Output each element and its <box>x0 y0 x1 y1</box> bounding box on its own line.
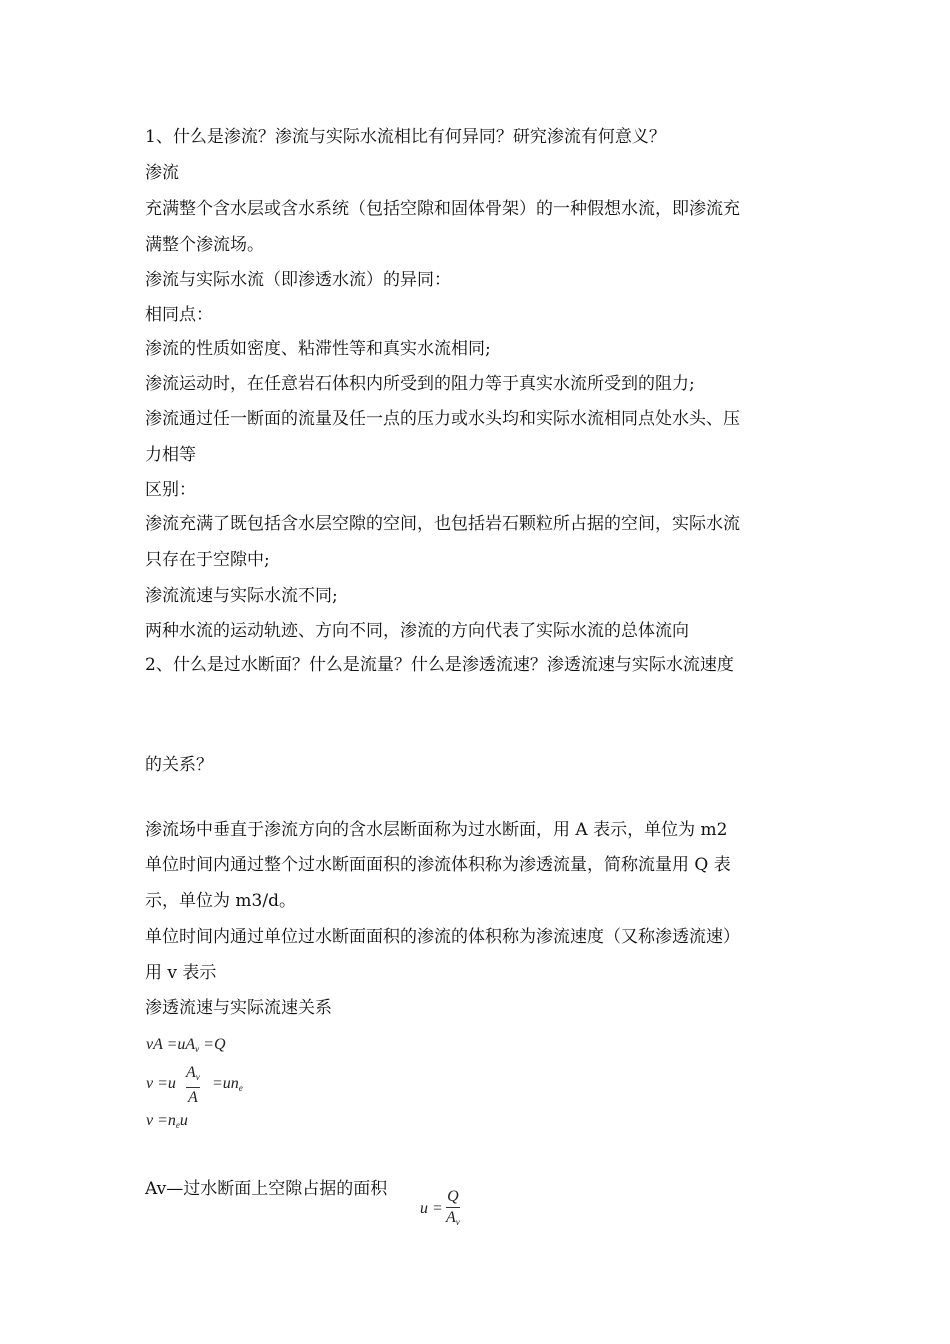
discharge-definition-line-1: 单位时间内通过整个过水断面面积的渗流体积称为渗透流量，简称流量用 Q 表 <box>145 855 731 875</box>
velocity-definition-line-2: 用 v 表示 <box>145 963 217 983</box>
comparison-heading: 渗流与实际水流（即渗透水流）的异同： <box>145 270 451 290</box>
definition-line-1: 充满整个含水层或含水系统（包括空隙和固体骨架）的一种假想水流，即渗流充 <box>145 199 740 219</box>
term-seepage: 渗流 <box>145 163 179 183</box>
formula-actual-velocity: u = <box>420 1200 443 1217</box>
similarity-2: 渗流运动时，在任意岩石体积内所受到的阻力等于真实水流所受到的阻力; <box>145 374 695 394</box>
differences-heading: 区别： <box>145 480 196 500</box>
formula-velocity-ratio-fraction: $A_v$ A <box>186 1064 200 1106</box>
discharge-definition-line-2: 示，单位为 m3/d。 <box>145 891 296 911</box>
formula-continuity: vA $=uA_v =Q$ <box>146 1036 226 1054</box>
definition-line-2: 满整个渗流场。 <box>145 235 264 255</box>
formula-effective-porosity: $v =n_eu$ <box>146 1112 188 1130</box>
cross-section-definition: 渗流场中垂直于渗流方向的含水层断面称为过水断面，用 A 表示，单位为 m2 <box>145 820 728 840</box>
similarity-1: 渗流的性质如密度、粘滞性等和真实水流相同; <box>145 339 491 359</box>
av-definition: Av—过水断面上空隙占据的面积 <box>145 1179 388 1199</box>
velocity-definition-line-1: 单位时间内通过单位过水断面面积的渗流的体积称为渗流速度（又称渗透流速） <box>145 927 740 947</box>
similarity-3-line-1: 渗流通过任一断面的流量及任一点的压力或水头均和实际水流相同点处水头、压 <box>145 409 740 429</box>
formula-velocity-ratio: v =u <box>146 1075 176 1092</box>
similarities-heading: 相同点： <box>145 305 213 325</box>
difference-2: 渗流流速与实际水流不同; <box>145 586 338 606</box>
difference-1-line-1: 渗流充满了既包括含水层空隙的空间，也包括岩石颗粒所占据的空间，实际水流 <box>145 514 740 534</box>
difference-1-line-2: 只存在于空隙中; <box>145 550 270 570</box>
velocity-relation-heading: 渗透流速与实际流速关系 <box>145 998 332 1018</box>
question-2-line-1: 2、什么是过水断面？什么是流量？什么是渗透流速？渗透流速与实际水流速度 <box>145 655 734 675</box>
formula-velocity-ratio-rhs: $=un_e$ <box>212 1075 243 1093</box>
question-1: 1、什么是渗流？渗流与实际水流相比有何异同？研究渗流有何意义？ <box>145 127 666 147</box>
formula-actual-velocity-fraction: Q $A_v$ <box>446 1188 460 1227</box>
difference-3: 两种水流的运动轨迹、方向不同，渗流的方向代表了实际水流的总体流向 <box>145 621 689 641</box>
question-2-line-2: 的关系？ <box>145 755 213 775</box>
similarity-3-line-2: 力相等 <box>145 445 196 465</box>
